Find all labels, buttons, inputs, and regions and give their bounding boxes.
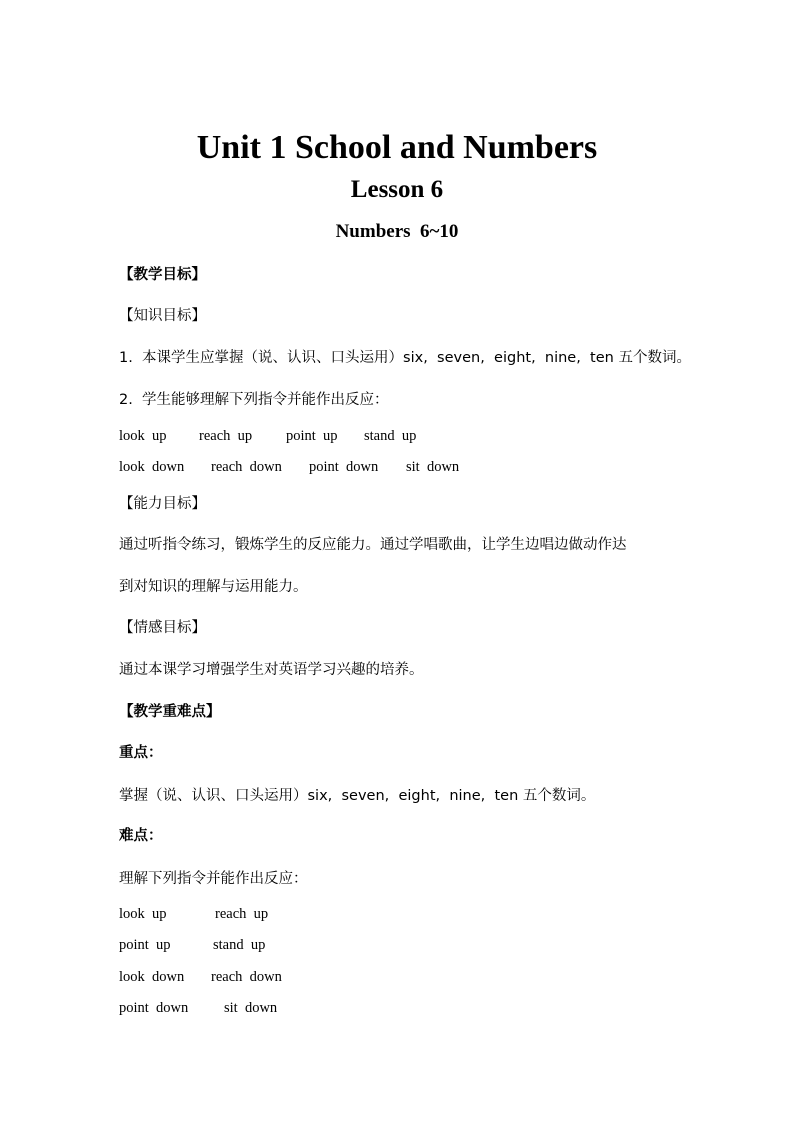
- command-pair-2-right: stand up: [213, 937, 266, 953]
- knowledge-objectives-heading: 【知识目标】: [119, 308, 206, 324]
- command-look-down: look down: [119, 459, 185, 475]
- focus-text: 掌握（说、认识、口头运用）six, seven, eight, nine, ten 五个数词。: [119, 788, 596, 804]
- command-pair-4-right: sit down: [224, 1000, 278, 1016]
- knowledge-item-1: 1. 本课学生应掌握（说、认识、口头运用）six, seven, eight, nine, ten 五个数词。: [119, 350, 691, 366]
- command-pair-1: [119, 904, 419, 924]
- command-reach-down: reach down: [211, 459, 282, 475]
- ability-objectives-heading: 【能力目标】: [119, 496, 206, 512]
- commands-row-2: [119, 457, 519, 477]
- difficulty-label: 难点：: [119, 828, 163, 844]
- emotion-objectives-heading: 【情感目标】: [119, 620, 206, 636]
- command-pair-1-right: reach up: [215, 906, 269, 922]
- command-point-down: point down: [309, 459, 379, 475]
- key-points-heading: 【教学重难点】: [119, 704, 221, 720]
- command-pair-3-left: look down: [119, 969, 185, 985]
- document-title: Unit 1 School and Numbers: [196, 129, 598, 166]
- command-reach-up: reach up: [199, 428, 253, 444]
- command-sit-down: sit down: [406, 459, 460, 475]
- command-pair-3: [119, 967, 419, 987]
- command-pair-1-left: look up: [119, 906, 167, 922]
- command-pair-2-left: point up: [119, 937, 171, 953]
- commands-row-1: [119, 426, 519, 446]
- ability-text-line-2: 到对知识的理解与运用能力。: [119, 579, 308, 595]
- knowledge-item-2: 2. 学生能够理解下列指令并能作出反应：: [119, 392, 389, 408]
- lesson-subtitle: Numbers 6~10: [335, 221, 459, 242]
- emotion-text: 通过本课学习增强学生对英语学习兴趣的培养。: [119, 662, 424, 678]
- command-stand-up: stand up: [364, 428, 417, 444]
- difficulty-text: 理解下列指令并能作出反应：: [119, 871, 308, 887]
- teaching-objectives-heading: 【教学目标】: [119, 267, 206, 283]
- ability-text-line-1: 通过听指令练习，锻炼学生的反应能力。通过学唱歌曲，让学生边唱边做动作达: [119, 537, 627, 553]
- command-pair-3-right: reach down: [211, 969, 282, 985]
- command-look-up: look up: [119, 428, 167, 444]
- command-point-up: point up: [286, 428, 338, 444]
- focus-label: 重点：: [119, 745, 163, 761]
- command-pair-4-left: point down: [119, 1000, 189, 1016]
- command-pair-2: [119, 935, 419, 955]
- command-pair-4: [119, 998, 419, 1018]
- lesson-title: Lesson 6: [350, 176, 444, 203]
